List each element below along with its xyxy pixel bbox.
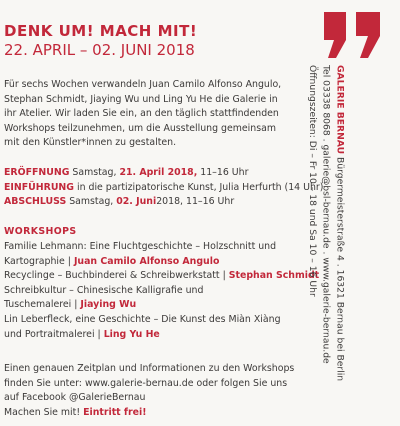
- call-to-action: Machen Sie mit!: [4, 406, 81, 418]
- gallery-name: GALERIE BERNAU: [334, 65, 346, 155]
- poster-title: DENK UM! MACH MIT!: [4, 22, 198, 40]
- info-line: finden Sie unter: www.galerie-bernau.de oder folgen Sie uns: [4, 377, 288, 389]
- intro-line: Workshops teilzunehmen, um die Ausstellung gemeinsam: [4, 122, 276, 134]
- intro-line: mit den Künstler*innen zu gestalten.: [4, 137, 177, 149]
- event-text: Samstag,: [72, 167, 117, 178]
- event-closing: [4, 195, 323, 210]
- workshops-heading: WORKSHOPS: [4, 226, 77, 237]
- event-date: 02. Juni: [116, 196, 157, 208]
- event-label: ABSCHLUSS: [4, 196, 67, 208]
- event-time: 11–16 Uhr: [200, 167, 249, 178]
- workshop-line: [4, 328, 319, 343]
- event-introduction: [4, 181, 323, 196]
- event-label: ERÖFFNUNG: [4, 167, 70, 178]
- quotation-mark-logo: [322, 4, 386, 62]
- workshop-title: Schreibkultur – Chinesische Kalligrafie und: [4, 284, 204, 296]
- info-paragraph: [4, 362, 294, 420]
- intro-line: Stephan Schmidt, Jiaying Wu und Ling Yu He die Galerie in: [4, 93, 278, 105]
- event-opening: [4, 166, 323, 181]
- event-date: 21. April 2018,: [119, 167, 198, 178]
- workshop-line: [4, 313, 319, 328]
- workshop-title: Tuschemalerei |: [4, 299, 78, 311]
- event-list: [4, 166, 323, 210]
- intro-line: ihr Atelier. Wir laden Sie ein, an den täglich stattfindenden: [4, 108, 279, 120]
- workshop-title: und Portraitmalerei |: [4, 328, 101, 340]
- info-line: Einen genauen Zeitplan und Informationen zu den Workshops: [4, 363, 295, 374]
- gallery-address-line: [333, 65, 347, 425]
- workshop-artist: Stephan Schmidt: [228, 270, 320, 282]
- gallery-contact: Tel 03338 8068 . galerie@bsl-bernau.de . www.galerie-bernau.de: [320, 65, 332, 364]
- workshop-list: [4, 240, 319, 342]
- info-line: [4, 406, 294, 421]
- workshop-title: Kartographie |: [4, 255, 71, 267]
- workshop-line: [4, 269, 319, 284]
- gallery-hours: Öffnungszeiten: Di – Fr 10 – 18 und Sa 10 – 16 Uhr: [306, 65, 318, 297]
- event-text: Samstag,: [69, 196, 114, 208]
- exhibition-dates: 22. APRIL – 02. JUNI 2018: [4, 41, 195, 59]
- intro-line: Für sechs Wochen verwandeln Juan Camilo Alfonso Angulo,: [4, 79, 282, 90]
- workshop-title: Lin Leberfleck, eine Geschichte – Die Kunst des Miàn Xiàng: [4, 313, 281, 325]
- info-line: auf Facebook @GalerieBernau: [4, 392, 146, 404]
- gallery-address: Bürgermeisterstraße 4 . 16321 Bernau bei Berlin: [334, 157, 346, 382]
- workshop-title: Recyclinge – Buchbinderei & Schreibwerkstatt |: [4, 270, 226, 282]
- event-text: in die partizipatorische Kunst, Julia Herfurth (14 Uhr): [76, 181, 324, 193]
- intro-paragraph: [4, 78, 281, 151]
- event-time: 2018, 11–16 Uhr: [156, 196, 235, 208]
- workshop-artist: Juan Camilo Alfonso Angulo: [73, 255, 220, 267]
- workshop-artist: Ling Yu He: [103, 328, 160, 340]
- workshop-line: [4, 255, 319, 270]
- free-entry-note: Eintritt frei!: [83, 406, 147, 418]
- workshop-line: [4, 298, 319, 313]
- workshop-title: Familie Lehmann: Eine Fluchtgeschichte – Holzschnitt und: [4, 241, 277, 252]
- gallery-contact-block: [305, 65, 346, 425]
- workshop-line: [4, 284, 319, 299]
- event-label: EINFÜHRUNG: [4, 181, 74, 193]
- workshop-artist: Jiaying Wu: [80, 299, 137, 311]
- workshop-line: [4, 240, 319, 255]
